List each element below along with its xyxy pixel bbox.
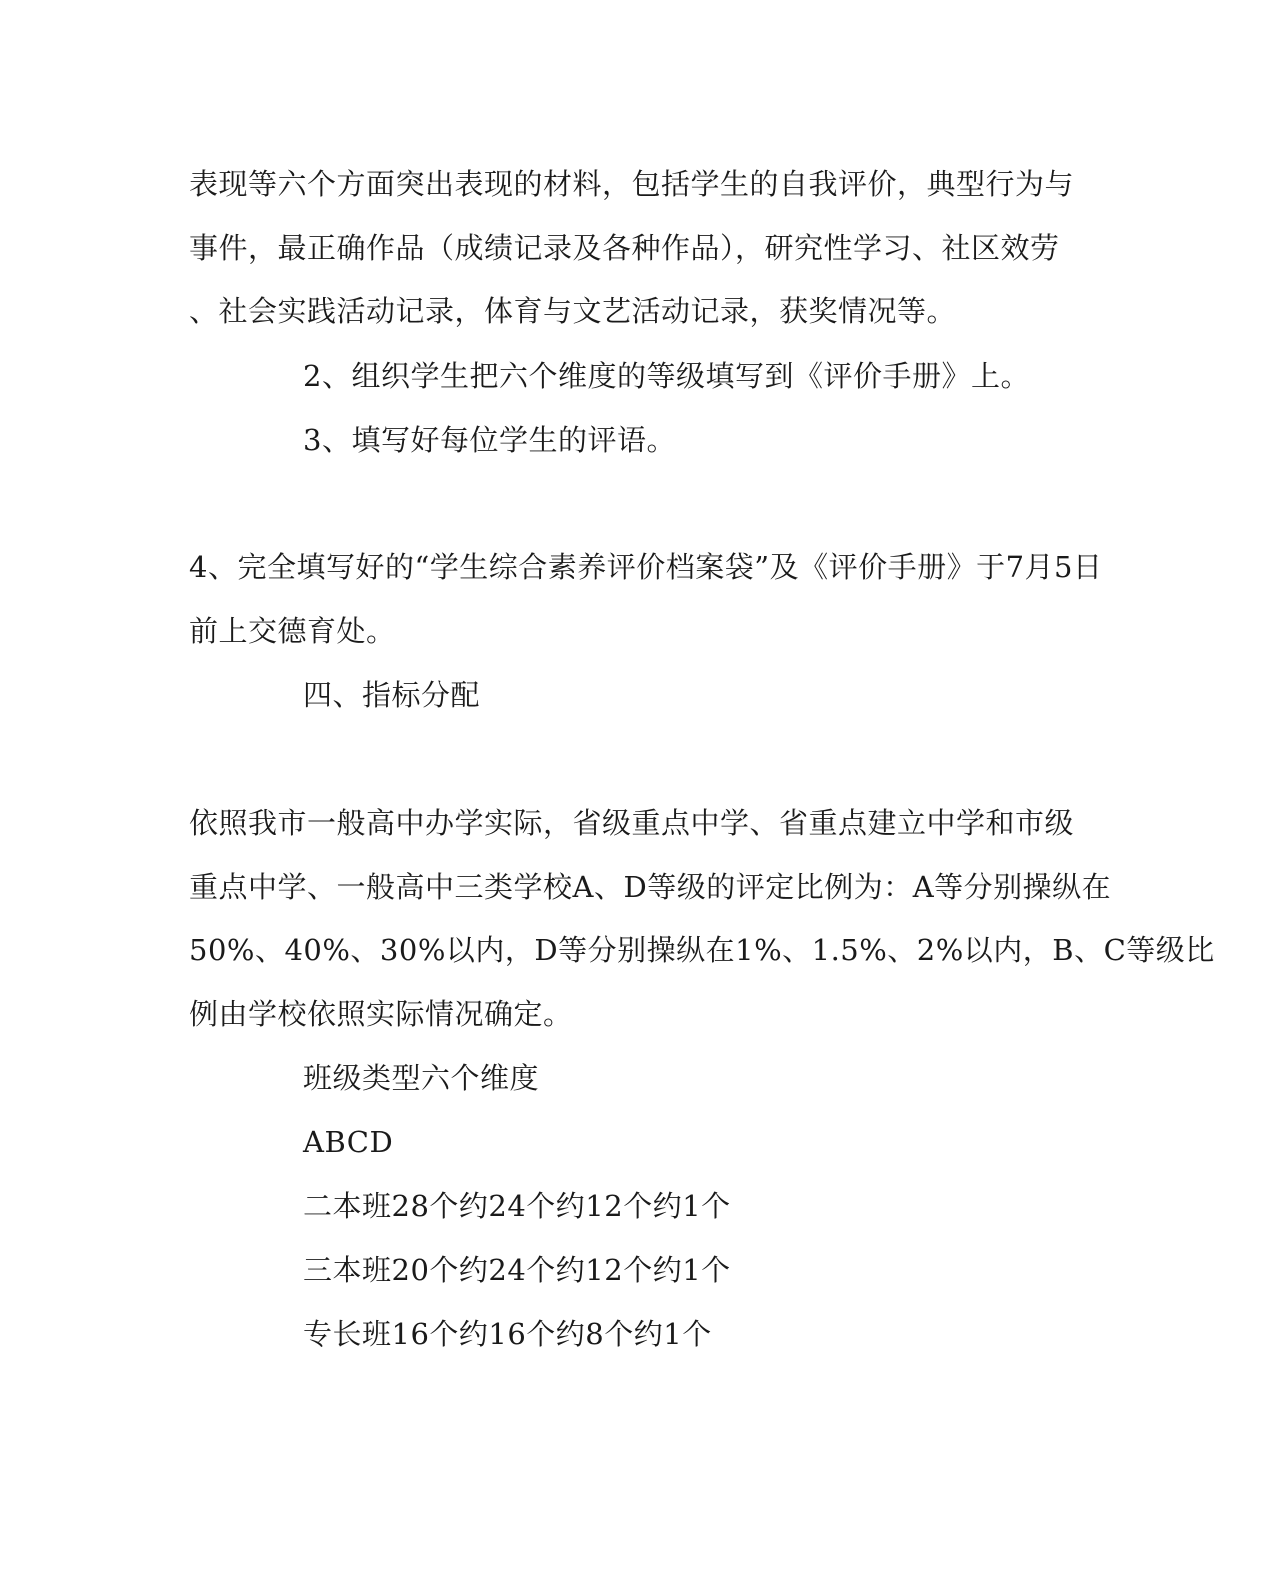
- paragraph-line: 前上交德育处。: [189, 614, 396, 648]
- paragraph-line: 依照我市一般高中办学实际，省级重点中学、省重点建立中学和市级: [189, 806, 1075, 840]
- list-item: 2、组织学生把六个维度的等级填写到《评价手册》上。: [303, 359, 1030, 393]
- paragraph-line: 重点中学、一般高中三类学校A、D等级的评定比例为：A等分别操纵在: [189, 870, 1112, 904]
- table-row: 二本班28个约24个约12个约1个: [303, 1189, 731, 1223]
- paragraph-line: 表现等六个方面突出表现的材料，包括学生的自我评价，典型行为与: [189, 167, 1075, 201]
- paragraph-line: 例由学校依照实际情况确定。: [189, 997, 573, 1031]
- list-item: 3、填写好每位学生的评语。: [303, 423, 676, 457]
- table-header: ABCD: [303, 1125, 394, 1159]
- table-row: 专长班16个约16个约8个约1个: [303, 1317, 712, 1351]
- paragraph-line: 50%、40%、30%以内，D等分别操纵在1%、1.5%、2%以内，B、C等级比: [189, 933, 1215, 967]
- paragraph-line: 4、完全填写好的“学生综合素养评价档案袋”及《评价手册》于7月5日: [189, 550, 1103, 584]
- paragraph-line: 事件，最正确作品（成绩记录及各种作品），研究性学习、社区效劳: [189, 231, 1060, 265]
- paragraph-line: 、社会实践活动记录，体育与文艺活动记录，获奖情况等。: [189, 294, 957, 328]
- section-heading: 四、指标分配: [303, 678, 481, 712]
- table-row: 三本班20个约24个约12个约1个: [303, 1253, 731, 1287]
- table-header: 班级类型六个维度: [303, 1061, 540, 1095]
